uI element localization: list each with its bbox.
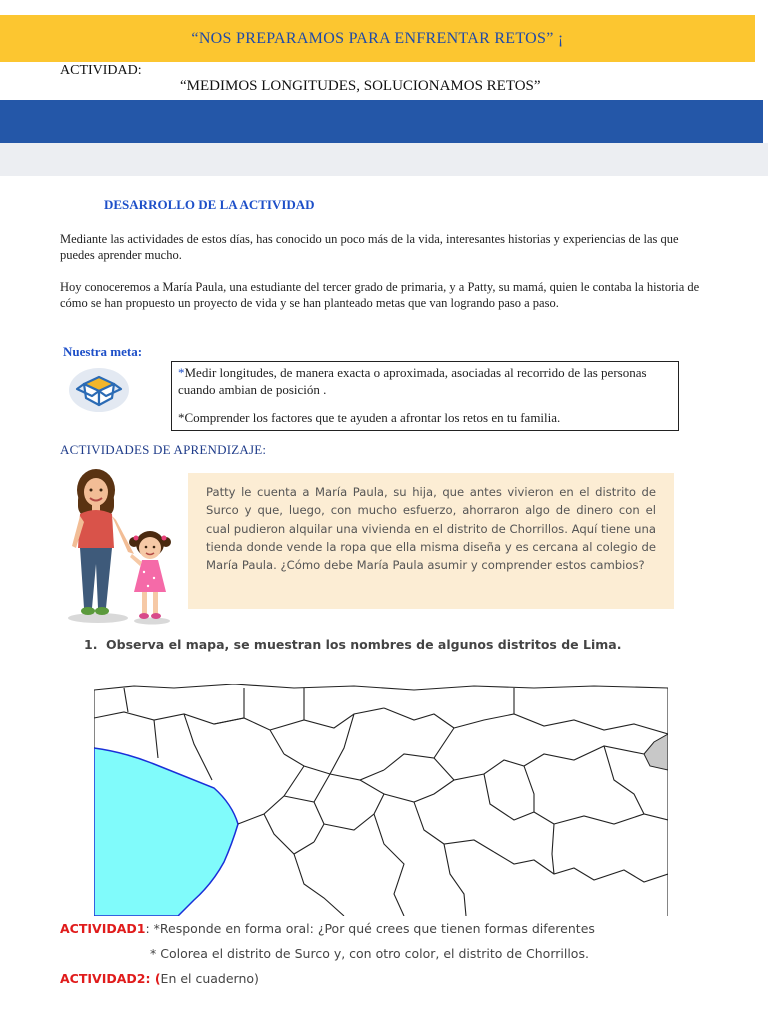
- goal-label: Nuestra meta:: [63, 344, 143, 359]
- story-box: Patty le cuenta a María Paula, su hija, que antes vivieron en el distrito de Surco y que, luego, con mucho esfuerzo, ahorraron algo de dinero con el cual pudieron alquilar una vivienda en el distrito de Chorrillos. Aquí tiene una tienda donde vende la ropa que ella misma diseña y es cercana al colegio de María Paula. ¿Cómo debe María Paula asumir y comprender estos cambios?: [188, 473, 674, 609]
- goal-spacer: [178, 398, 672, 409]
- activity-2: [60, 971, 259, 986]
- activity-2-label: ACTIVIDAD2: (: [60, 971, 161, 986]
- activity-1: [60, 921, 595, 936]
- goal-box: [171, 361, 679, 431]
- goal-line-1: [178, 364, 672, 398]
- learning-heading: ACTIVIDADES DE APRENDIZAJE:: [60, 442, 267, 457]
- activity-label: ACTIVIDAD:: [60, 63, 142, 78]
- section-heading: DESARROLLO DE LA ACTIVIDAD: [104, 197, 315, 212]
- activity-1-text: : *Responde en forma oral: ¿Por qué crees que tienen formas diferentes: [145, 921, 595, 936]
- activity-1-line-2: * Colorea el distrito de Surco y, con otro color, el distrito de Chorrillos.: [150, 946, 589, 961]
- step-text: Observa el mapa, se muestran los nombres de algunos distritos de Lima.: [106, 637, 622, 652]
- mother-daughter-illustration: [60, 468, 188, 628]
- blue-band: [0, 100, 763, 143]
- grey-band: [0, 143, 768, 176]
- goal-text-1: Medir longitudes, de manera exacta o aproximada, asociadas al recorrido de las personas cuando ambian de posición .: [178, 365, 647, 397]
- activity-title: “MEDIMOS LONGITUDES, SOLUCIONAMOS RETOS”: [180, 78, 541, 94]
- step-1: [84, 637, 621, 652]
- goal-line-2: *Comprender los factores que te ayuden a afrontar los retos en tu familia.: [178, 410, 561, 425]
- step-number: 1.: [84, 637, 98, 652]
- banner-title: “NOS PREPARAMOS PARA ENFRENTAR RETOS” ¡: [191, 29, 564, 47]
- district-map: [94, 684, 668, 916]
- story-intro-paragraph: Hoy conoceremos a María Paula, una estudiante del tercer grado de primaria, y a Patty, su mamá, quien le contaba la historia de cómo se han propuesto un proyecto de vida y se han planteado metas que van logrando paso a paso.: [60, 280, 700, 310]
- goal-star: *: [178, 365, 185, 380]
- box-icon: [68, 367, 130, 413]
- title-banner: [0, 15, 755, 62]
- activity-1-label: ACTIVIDAD1: [60, 921, 146, 936]
- intro-paragraph: Mediante las actividades de estos días, has conocido un poco más de la vida, interesantes historias y experiencias de las que puedes aprender mucho.: [60, 232, 679, 262]
- activity-2-text: En el cuaderno): [160, 971, 259, 986]
